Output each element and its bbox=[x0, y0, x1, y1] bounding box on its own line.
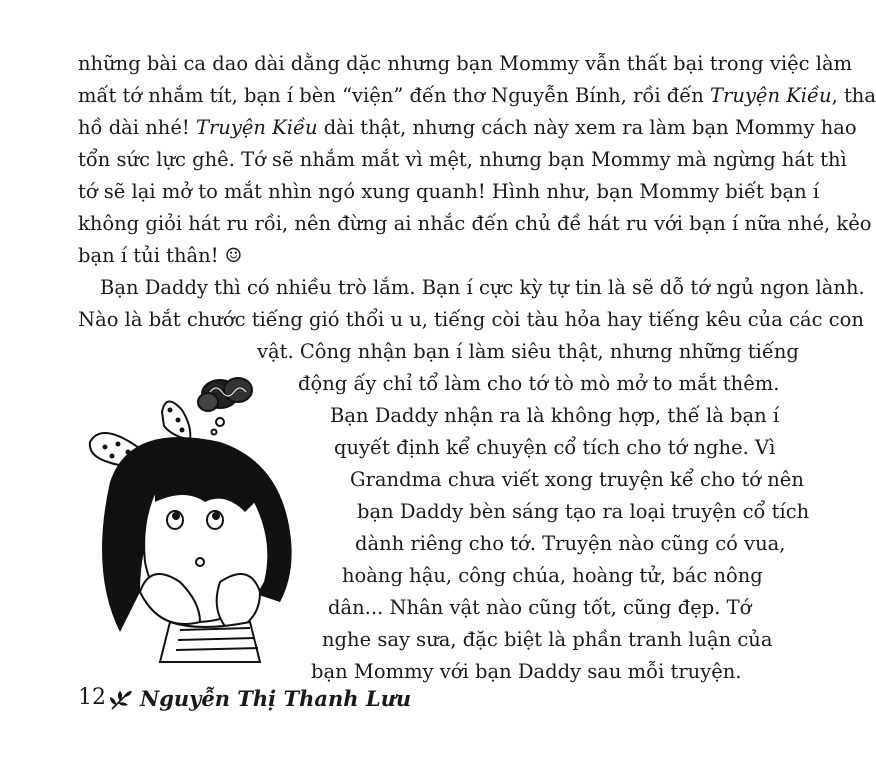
p2-line-9: dành riêng cho tớ. Truyện nào cũng có vua, bbox=[355, 532, 786, 555]
p1-line-1: những bài ca dao dài dằng dặc nhưng bạn Mommy vẫn thất bại trong việc làm bbox=[78, 52, 853, 75]
p2-line-13: bạn Mommy với bạn Daddy sau mỗi truyện. bbox=[311, 660, 742, 683]
p1-line-4: tổn sức lực ghê. Tớ sẽ nhắm mắt vì mệt, nhưng bạn Mommy mà ngừng hát thì bbox=[78, 148, 847, 171]
p2-line-3: vật. Công nhận bạn í làm siêu thật, nhưng những tiếng bbox=[257, 340, 799, 363]
p2-line-1: Bạn Daddy thì có nhiều trò lắm. Bạn í cực kỳ tự tin là sẽ dỗ tớ ngủ ngon lành. bbox=[100, 276, 865, 299]
p1-line-3: hồ dài nhé! Truyện Kiều dài thật, nhưng cách này xem ra làm bạn Mommy hao bbox=[78, 116, 857, 139]
p2-line-7: Grandma chưa viết xong truyện kể cho tớ nên bbox=[350, 468, 804, 491]
page-number: 12 bbox=[78, 685, 106, 710]
p2-line-8: bạn Daddy bèn sáng tạo ra loại truyện cổ tích bbox=[357, 500, 810, 523]
p1-line-7: bạn í tủi thân! ☺ bbox=[78, 244, 243, 267]
thought-cloud-icon bbox=[198, 378, 252, 435]
flower-sprig-icon bbox=[108, 687, 134, 713]
p2-line-4: động ấy chỉ tổ làm cho tớ tò mò mở to mắt thêm. bbox=[298, 372, 780, 395]
author-name: Nguyễn Thị Thanh Lưu bbox=[140, 686, 412, 711]
girl-with-headband-illustration bbox=[70, 372, 330, 662]
p2-line-12: nghe say sưa, đặc biệt là phần tranh luận của bbox=[322, 628, 773, 651]
p1-line-2: mất tớ nhắm tít, bạn í bèn “viện” đến thơ Nguyễn Bính, rồi đến Truyện Kiều, tha bbox=[78, 84, 876, 107]
p2-line-10: hoàng hậu, công chúa, hoàng tử, bác nông bbox=[342, 564, 763, 587]
p2-line-11: dân... Nhân vật nào cũng tốt, cũng đẹp. Tớ bbox=[328, 596, 752, 619]
striped-shirt bbox=[160, 622, 260, 662]
p2-line-2: Nào là bắt chước tiếng gió thổi u u, tiếng còi tàu hỏa hay tiếng kêu của các con bbox=[78, 308, 864, 331]
p2-line-5: Bạn Daddy nhận ra là không hợp, thế là bạn í bbox=[330, 404, 780, 427]
p1-line-5: tớ sẽ lại mở to mắt nhìn ngó xung quanh! Hình như, bạn Mommy biết bạn í bbox=[78, 180, 820, 203]
p2-line-6: quyết định kể chuyện cổ tích cho tớ nghe. Vì bbox=[334, 436, 776, 459]
p1-line-6: không giỏi hát ru rồi, nên đừng ai nhắc đến chủ đề hát ru với bạn í nữa nhé, kẻo bbox=[78, 212, 872, 235]
